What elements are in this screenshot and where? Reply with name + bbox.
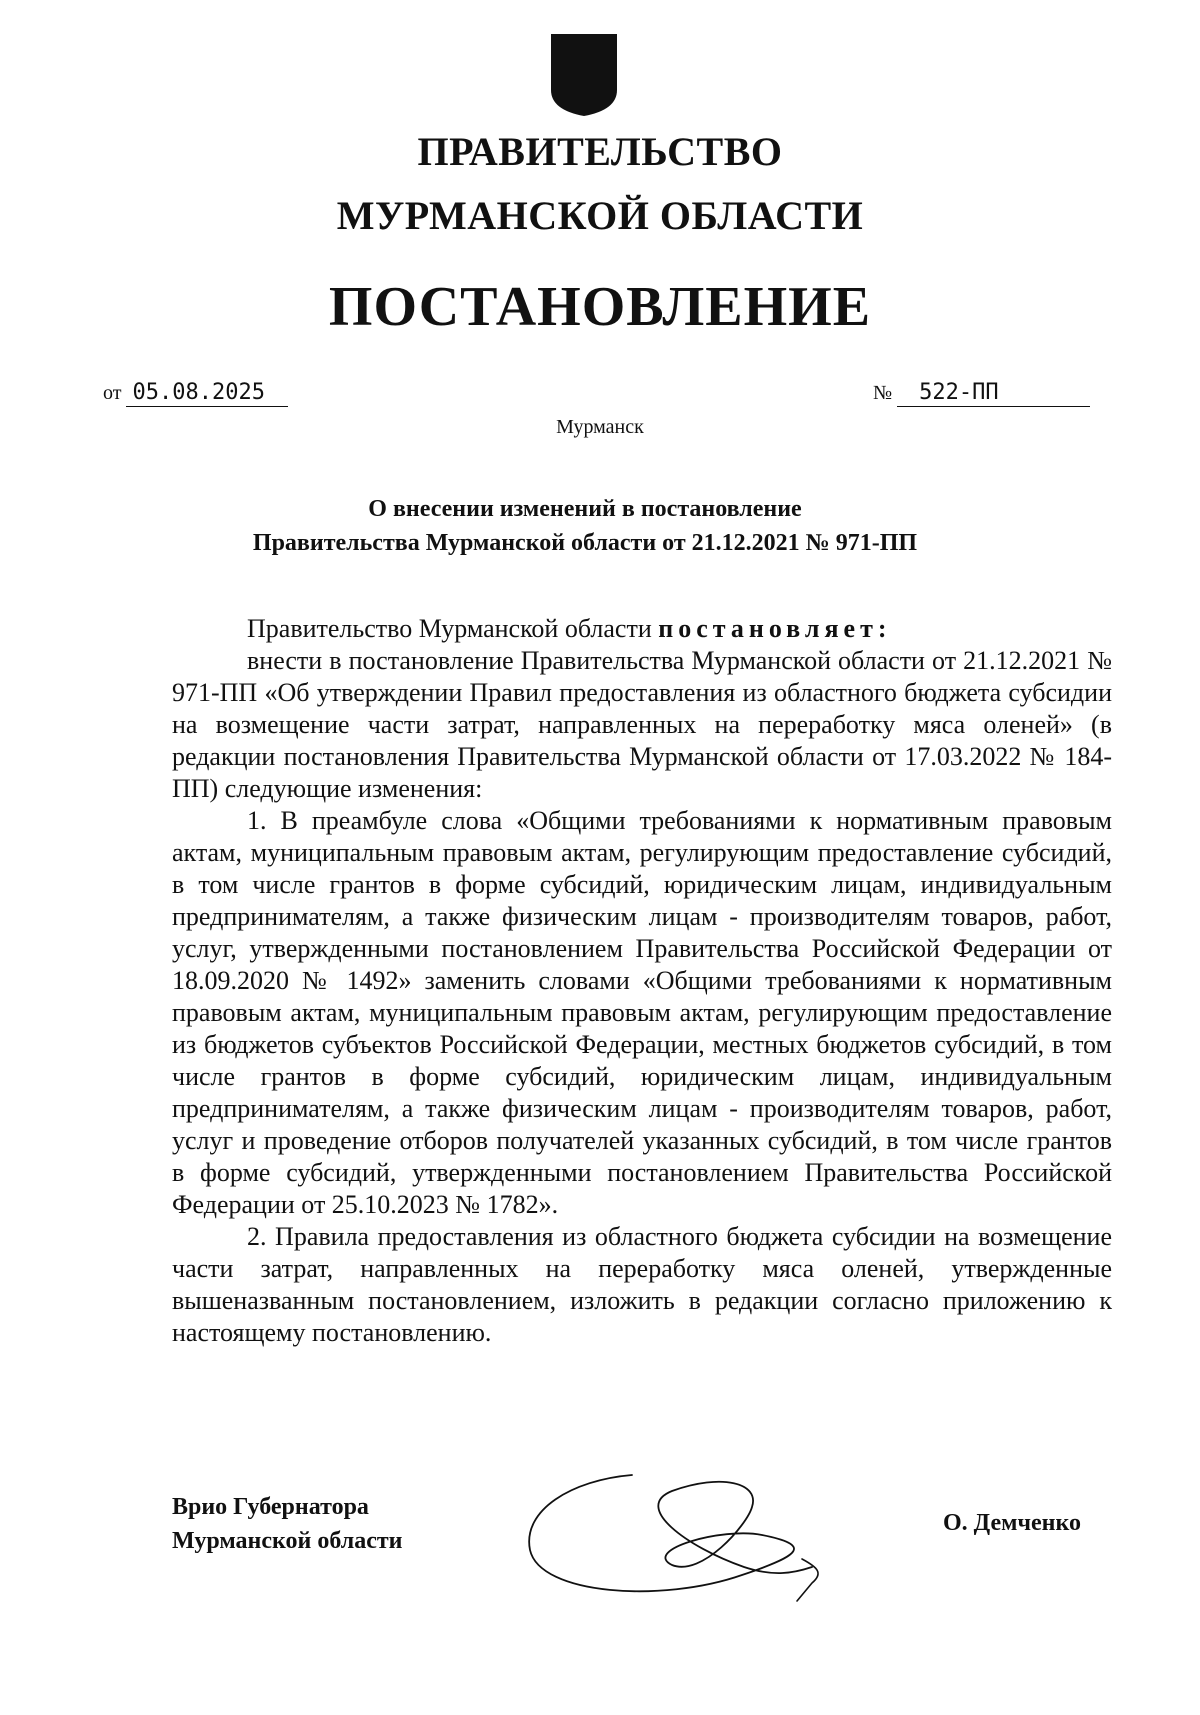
- title-line1: О внесении изменений в постановление: [368, 496, 802, 522]
- date-value: 05.08.2025: [126, 380, 288, 407]
- intro-lead: Правительство Мурманской области: [247, 614, 659, 643]
- document-number: [873, 380, 1090, 407]
- intro-resolves: постановляет:: [658, 614, 892, 643]
- city: Мурманск: [556, 416, 644, 438]
- paragraph-item-1: 1. В преамбуле слова «Общими требованиями к нормативным правовым актам, муниципальным правовым актам, регулирующим предоставление субсидий, в том числе грантов в форме субсидий, юридическим лицам, индивидуальным предпринимателям, а также физическим лицам - производителям товаров, работ, услуг, утвержденными постановлением Правительства Российской Федерации от 18.09.2020 № 1492» заменить словами «Общими требованиями к нормативным правовым актам, муниципальным правовым актам, регулирующим предоставление из бюджетов субъектов Российской Федерации, местных бюджетов субсидий, в том числе грантов в форме субсидий, юридическим лицам, индивидуальным предпринимателям, а также физическим лицам - производителям товаров, работ, услуг и проведение отборов получателей указанных субсидий, в том числе грантов в форме субсидий, утвержденными постановлением Правительства Российской Федерации от 25.10.2023 № 1782».: [172, 806, 1112, 1219]
- position-line2: Мурманской области: [172, 1528, 403, 1554]
- government-name-line1: ПРАВИТЕЛЬСТВО: [417, 129, 783, 174]
- title-line2: Правительства Мурманской области от 21.12.2021 № 971-ПП: [252, 530, 918, 556]
- position-line1: Врио Губернатора: [172, 1494, 369, 1520]
- number-value: 522-ПП: [897, 380, 1090, 407]
- coat-of-arms-icon: [549, 32, 619, 118]
- paragraph-amendment: внести в постановление Правительства Мурманской области от 21.12.2021 № 971-ПП «Об утверждении Правил предоставления из областного бюджета субсидии на возмещение части затрат, направленных на переработку мяса оленей» (в редакции постановления Правительства Мурманской области от 17.03.2022 № 184-ПП) следующие изменения:: [172, 646, 1112, 803]
- document-body: [172, 613, 1112, 1349]
- document-title: [0, 492, 1170, 560]
- government-name-line2: МУРМАНСКОЙ ОБЛАСТИ: [336, 193, 864, 238]
- signatory-position: [172, 1490, 402, 1558]
- paragraph-item-2: 2. Правила предоставления из областного бюджета субсидии на возмещение части затрат, направленных на переработку мяса оленей, утвержденные вышеназванным постановлением, изложить в редакции согласно приложению к настоящему постановлению.: [172, 1222, 1112, 1347]
- date-prefix: от: [103, 382, 122, 404]
- document-type: ПОСТАНОВЛЕНИЕ: [328, 276, 872, 338]
- handwritten-signature: [512, 1455, 868, 1605]
- signatory-name: О. Демченко: [943, 1510, 1081, 1536]
- intro-paragraph: [172, 613, 1112, 645]
- number-prefix: №: [873, 382, 893, 404]
- document-date: [103, 380, 288, 407]
